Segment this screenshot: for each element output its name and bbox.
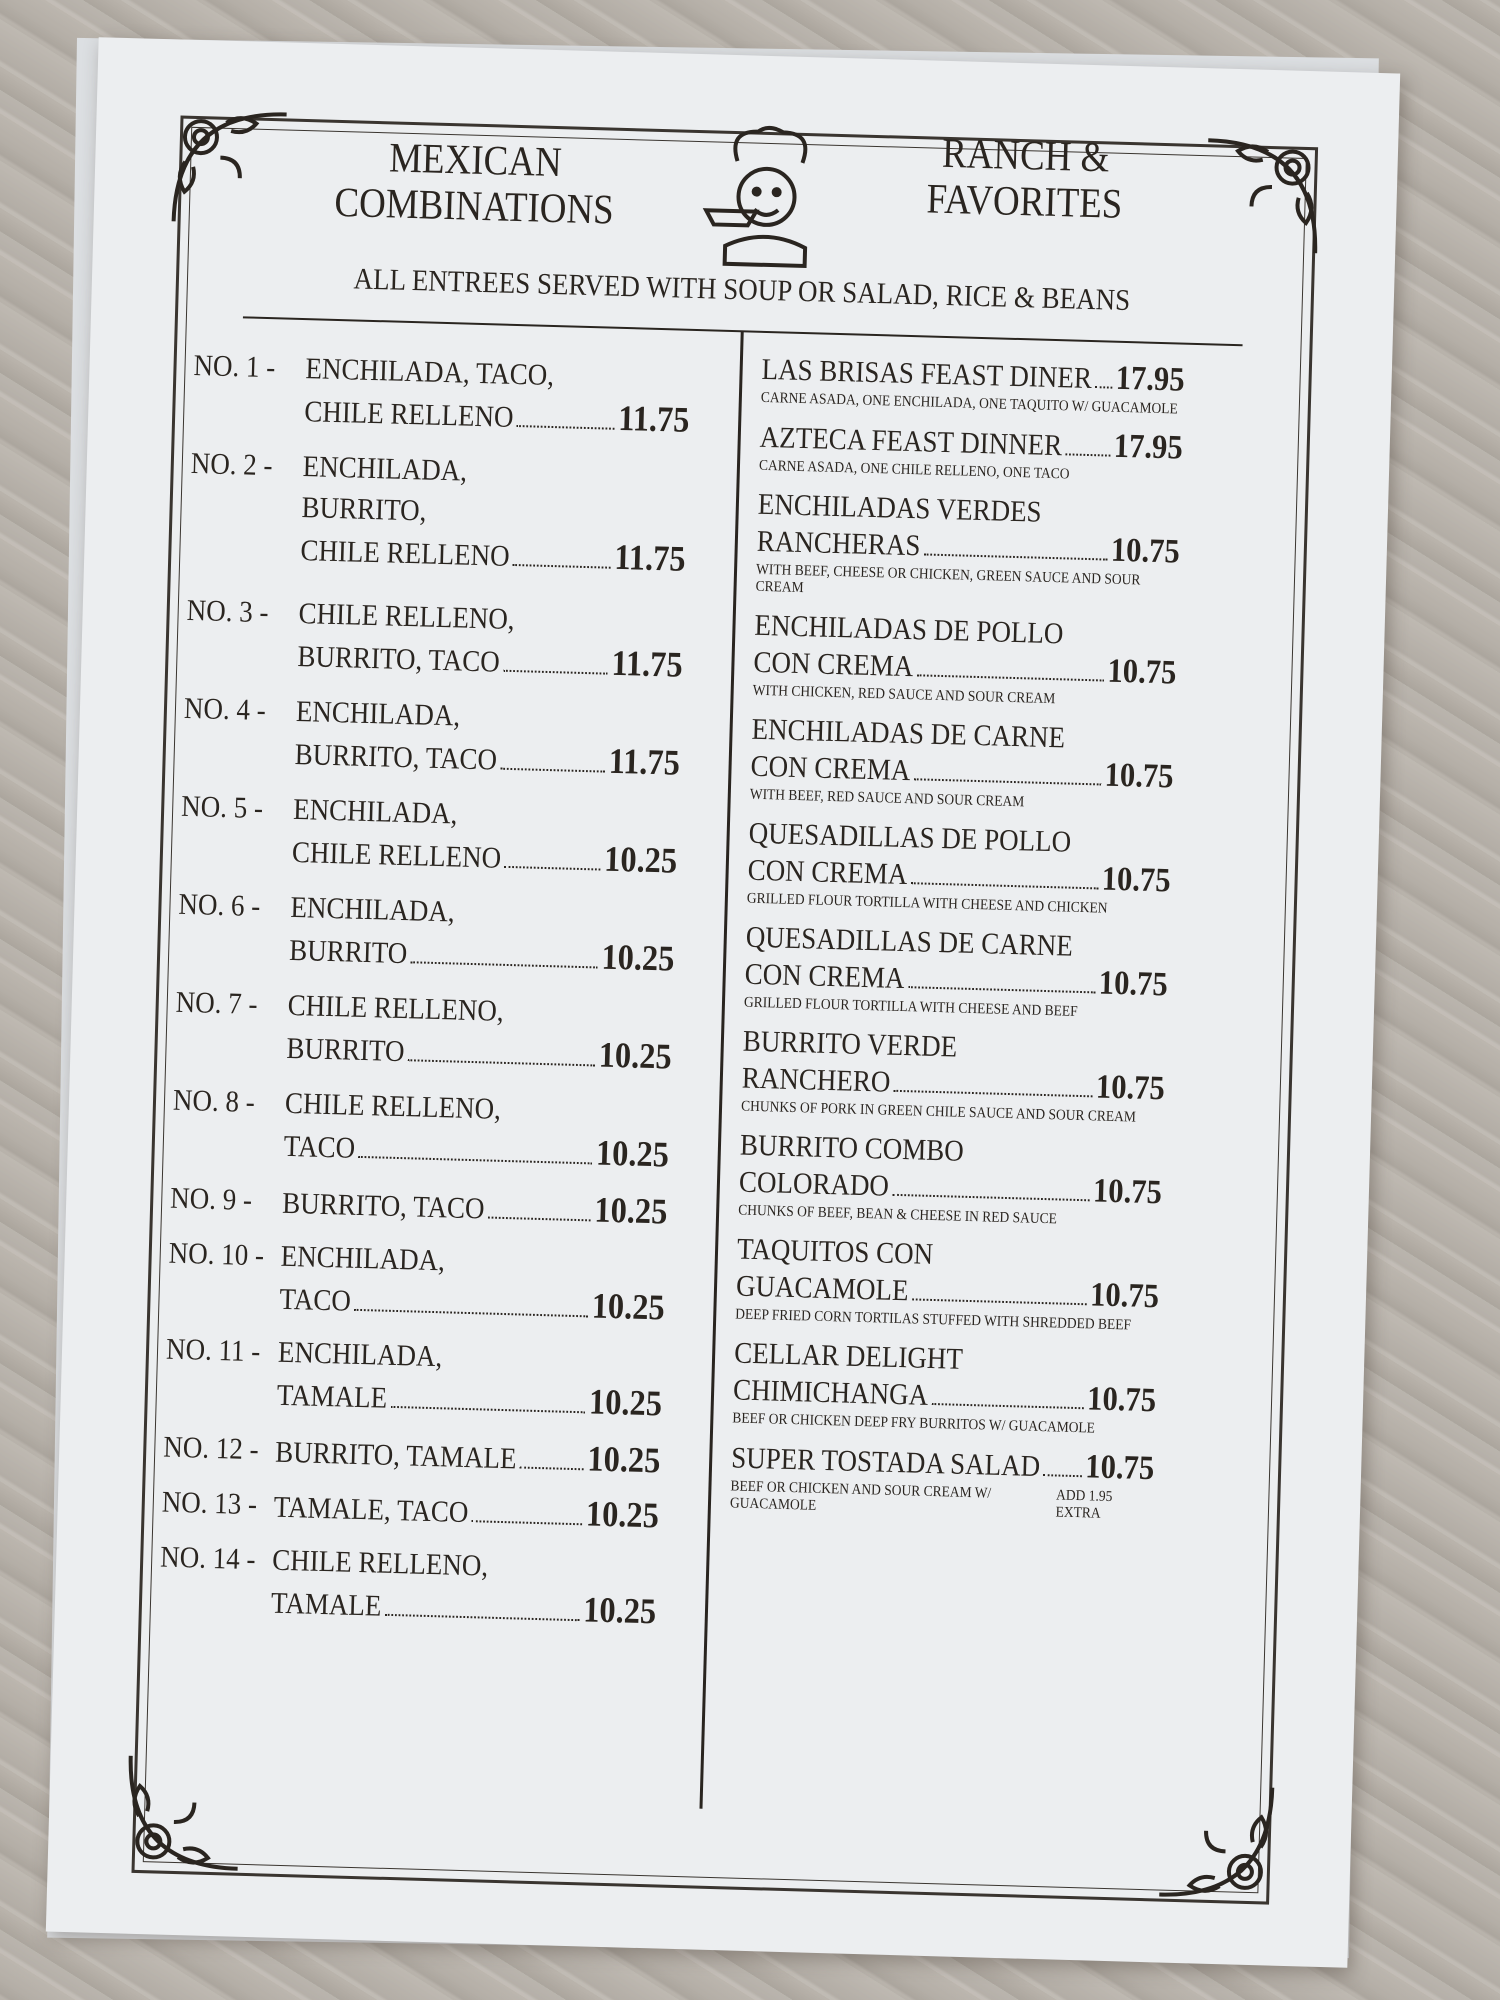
combo-text: CHILE RELLENO: [291, 835, 502, 875]
favorite-text: CHIMICHANGA: [732, 1373, 929, 1412]
favorite-item: [732, 1335, 1204, 1440]
section-title-mexican-combinations: [324, 134, 626, 234]
favorite-item: [759, 419, 1230, 488]
favorite-name: [733, 1335, 1158, 1420]
dot-leader: [408, 1059, 595, 1066]
combo-number: NO. 2 -: [190, 446, 274, 483]
favorite-text: LAS BRISAS FEAST DINER: [761, 352, 1093, 396]
favorite-description: BEEF OR CHICKEN AND SOUR CREAM W/ GUACAMOLE: [729, 1478, 992, 1514]
combo-price: 10.25: [582, 1589, 657, 1632]
combo-item: [192, 345, 734, 444]
combo-text: ENCHILADA,: [295, 694, 461, 733]
combo-text: CHILE RELLENO,: [284, 1086, 502, 1126]
combo-text: CHILE RELLENO: [299, 534, 511, 573]
extra-charge: ADD 1.95 EXTRA: [1055, 1487, 1113, 1522]
combo-description: [300, 446, 689, 582]
dot-leader: [503, 670, 608, 675]
favorite-price: 10.75: [1104, 756, 1174, 796]
combo-text: CHILE RELLENO,: [287, 988, 505, 1028]
combo-text: ENCHILADA,: [302, 450, 468, 488]
favorite-text: RANCHERAS: [756, 524, 921, 563]
combo-description: [283, 1083, 670, 1178]
combo-number: NO. 9 -: [169, 1181, 253, 1217]
favorite-item: [730, 1439, 1202, 1525]
favorite-name: [736, 1231, 1161, 1316]
favorite-text: RANCHERO: [741, 1061, 891, 1099]
combo-text: ENCHILADA, TACO,: [305, 352, 555, 393]
combo-item: [161, 1482, 702, 1540]
combo-number: NO. 1 -: [193, 348, 276, 385]
combo-price: 10.25: [598, 1034, 673, 1077]
combo-text: CHILE RELLENO,: [271, 1543, 489, 1583]
combo-text: TAMALE: [276, 1378, 388, 1415]
combo-description: [279, 1236, 666, 1331]
favorite-item: [735, 1231, 1207, 1336]
section-title-ranch-favorites: [892, 129, 1158, 228]
favorite-text: ENCHILADAS VERDES: [757, 487, 1043, 529]
dot-leader: [411, 961, 598, 968]
dot-leader: [1095, 386, 1112, 388]
combo-text: BURRITO,: [301, 491, 427, 528]
combo-item: [170, 1178, 711, 1236]
favorite-text: QUESADILLAS DE CARNE: [745, 920, 1074, 963]
favorites-list: [729, 351, 1232, 1538]
combo-description: [304, 348, 691, 443]
combo-price: 11.75: [608, 740, 681, 783]
combo-number: NO. 13 -: [161, 1485, 258, 1522]
dot-leader: [1043, 1474, 1081, 1477]
combo-item: [182, 688, 724, 787]
combo-item: [179, 786, 721, 885]
combo-number: NO. 11 -: [165, 1332, 261, 1369]
combo-line: [282, 1181, 668, 1235]
combo-text: CHILE RELLENO: [303, 395, 514, 434]
dot-leader: [390, 1406, 585, 1413]
menu-page: [46, 37, 1400, 1968]
dot-leader: [488, 1217, 591, 1222]
title-line: COMBINATIONS: [333, 179, 615, 234]
ornament-corner-icon: [1149, 1774, 1283, 1908]
chef-logo-icon: [684, 120, 848, 274]
combo-description: [297, 593, 684, 688]
ornament-corner-icon: [1195, 130, 1329, 264]
combo-number: NO. 12 -: [162, 1430, 260, 1467]
favorite-item: [741, 1024, 1213, 1129]
favorite-text: AZTECA FEAST DINNER: [759, 420, 1063, 463]
combo-description: [273, 1485, 659, 1539]
combo-price: 10.25: [588, 1381, 663, 1424]
combo-text: BURRITO: [288, 933, 408, 971]
favorite-name: [741, 1024, 1166, 1109]
favorite-text: BURRITO COMBO: [739, 1128, 965, 1168]
combo-text: BURRITO, TAMALE: [274, 1435, 517, 1476]
favorite-description: GRILLED FLOUR TORTILLA WITH CHEESE AND BEEF: [743, 994, 1078, 1020]
dot-leader: [931, 1403, 1083, 1409]
combo-text: TAMALE: [270, 1586, 382, 1623]
combo-price: 11.75: [613, 536, 687, 579]
combo-text: ENCHILADA,: [277, 1335, 443, 1374]
combo-number: NO. 3 -: [186, 593, 269, 630]
combo-text: TACO: [283, 1129, 356, 1165]
combo-line: [275, 1430, 661, 1484]
dot-leader: [385, 1614, 580, 1621]
dot-leader: [917, 674, 1104, 681]
combo-price: 10.25: [595, 1132, 670, 1175]
combo-price: 10.25: [586, 1438, 661, 1481]
combo-number: NO. 5 -: [180, 789, 264, 826]
favorite-text: ENCHILADAS DE CARNE: [751, 712, 1066, 755]
combo-text: CHILE RELLENO,: [298, 597, 516, 637]
favorite-price: 10.75: [1107, 652, 1177, 692]
combo-description: [289, 887, 676, 982]
favorite-description: WITH BEEF, CHEESE OR CHICKEN, GREEN SAUCE AND SOUR CREAM: [755, 561, 1141, 597]
favorite-price: 10.75: [1089, 1276, 1160, 1316]
title-line: MEXICAN: [388, 135, 563, 187]
subtitle: ALL ENTREES SERVED WITH SOUP OR SALAD, RICE & BEANS: [353, 262, 1131, 318]
favorite-text: CON CREMA: [753, 645, 914, 684]
ornament-corner-icon: [117, 1745, 251, 1879]
combo-item: [177, 884, 719, 983]
combo-description: [270, 1540, 657, 1635]
combo-text: TACO: [279, 1282, 352, 1318]
combo-text: BURRITO, TACO: [297, 639, 501, 679]
combo-line: [273, 1485, 659, 1539]
favorite-name: [738, 1128, 1163, 1213]
favorite-price: 10.75: [1110, 531, 1181, 571]
combo-item: [174, 982, 716, 1081]
favorite-description: BEEF OR CHICKEN DEEP FRY BURRITOS W/ GUACAMOLE: [732, 1410, 1096, 1437]
favorite-price: 17.95: [1115, 359, 1186, 399]
favorite-item: [755, 487, 1228, 609]
dot-leader: [914, 778, 1101, 785]
ornament-corner-icon: [163, 101, 297, 235]
favorite-item: [761, 351, 1232, 420]
favorite-text: ENCHILADAS DE POLLO: [754, 608, 1064, 651]
dot-leader: [894, 1090, 1092, 1098]
favorite-text: COLORADO: [738, 1165, 890, 1203]
dot-leader: [924, 553, 1107, 560]
combo-price: 11.75: [617, 397, 691, 440]
dot-leader: [892, 1194, 1089, 1201]
combo-description: [275, 1430, 661, 1484]
favorite-price: 10.75: [1101, 860, 1172, 900]
combo-price: 10.25: [593, 1189, 668, 1232]
favorite-text: CON CREMA: [750, 749, 911, 788]
favorite-item: [752, 608, 1224, 713]
favorite-name: [753, 608, 1178, 693]
favorite-name: [744, 920, 1169, 1005]
combo-number: NO. 14 -: [159, 1540, 256, 1577]
combo-text: ENCHILADA,: [280, 1239, 446, 1278]
dot-leader: [908, 986, 1095, 993]
favorite-text: GUACAMOLE: [735, 1269, 909, 1308]
combo-price: 10.25: [603, 838, 678, 881]
combo-item: [167, 1233, 709, 1332]
favorite-description: WITH BEEF, RED SAUCE AND SOUR CREAM: [749, 786, 1025, 811]
combo-item: [163, 1427, 704, 1485]
combo-number: NO. 8 -: [172, 1083, 256, 1119]
combo-description: [286, 985, 673, 1080]
combo-description: [294, 691, 681, 786]
combo-number: NO. 10 -: [168, 1236, 265, 1273]
title-line: FAVORITES: [925, 176, 1123, 228]
combo-text: BURRITO, TACO: [281, 1186, 485, 1226]
combo-item: [171, 1080, 713, 1179]
favorite-price: 10.75: [1086, 1380, 1157, 1420]
favorite-name: [747, 816, 1172, 901]
dot-leader: [1066, 453, 1110, 456]
dot-leader: [912, 1298, 1086, 1305]
dot-leader: [520, 1467, 584, 1471]
favorite-text: CON CREMA: [747, 853, 908, 892]
dot-leader: [911, 882, 1098, 889]
combo-item: [185, 590, 727, 689]
combo-price: 10.25: [591, 1285, 666, 1328]
dot-leader: [504, 866, 600, 871]
favorite-description: DEEP FRIED CORN TORTILAS STUFFED WITH SHREDDED BEEF: [735, 1306, 1132, 1334]
combo-description: [282, 1181, 668, 1235]
dot-leader: [513, 564, 611, 569]
favorite-price: 10.75: [1084, 1448, 1155, 1488]
favorite-price: 10.75: [1095, 1068, 1166, 1108]
favorite-price: 17.95: [1113, 427, 1184, 467]
combo-price: 10.25: [600, 936, 675, 979]
combo-number: NO. 4 -: [183, 691, 267, 728]
favorite-description: CARNE ASADA, ONE ENCHILADA, ONE TAQUITO W/ GUACAMOLE: [760, 389, 1178, 418]
favorite-price: 10.75: [1098, 964, 1169, 1004]
combo-text: BURRITO: [286, 1031, 405, 1069]
combo-description: [291, 789, 678, 884]
dot-leader: [472, 1520, 582, 1525]
dot-leader: [358, 1156, 592, 1165]
favorite-item: [744, 920, 1216, 1025]
combo-number: NO. 7 -: [175, 985, 258, 1021]
dot-leader: [354, 1309, 588, 1318]
favorite-text: SUPER TOSTADA SALAD: [730, 1441, 1041, 1484]
combinations-list: [159, 345, 734, 1636]
title-line: RANCH &: [941, 130, 1111, 182]
dot-leader: [500, 768, 605, 773]
favorite-description: WITH CHICKEN, RED SAUCE AND SOUR CREAM: [752, 682, 1056, 708]
combo-number: NO. 6 -: [178, 887, 261, 924]
combo-item: [159, 1537, 701, 1636]
combo-item: [188, 443, 731, 583]
favorite-item: [750, 712, 1222, 817]
favorite-description: CARNE ASADA, ONE CHILE RELLENO, ONE TACO: [758, 457, 1070, 483]
favorite-name: [750, 712, 1175, 797]
combo-text: BURRITO, TACO: [294, 737, 498, 777]
combo-text: TAMALE, TACO: [273, 1490, 469, 1530]
favorite-text: TAQUITOS CON: [736, 1232, 934, 1271]
favorite-description: CHUNKS OF PORK IN GREEN CHILE SAUCE AND SOUR CREAM: [740, 1098, 1137, 1126]
favorite-text: BURRITO VERDE: [742, 1024, 958, 1064]
favorite-text: QUESADILLAS DE POLLO: [748, 816, 1072, 859]
combo-description: [276, 1332, 663, 1427]
favorite-price: 10.75: [1092, 1172, 1163, 1212]
combo-price: 11.75: [610, 642, 684, 685]
dot-leader: [517, 425, 615, 430]
favorite-description: CHUNKS OF BEEF, BEAN & CHEESE IN RED SAUCE: [737, 1202, 1058, 1228]
favorite-name: [756, 487, 1181, 572]
combo-item: [164, 1329, 706, 1428]
favorite-item: [738, 1128, 1210, 1233]
combo-text: ENCHILADA,: [292, 792, 458, 831]
favorite-text: CON CREMA: [744, 957, 905, 996]
combo-text: ENCHILADA,: [290, 890, 456, 929]
combo-price: 10.25: [585, 1493, 660, 1536]
favorite-text: CELLAR DELIGHT: [733, 1336, 964, 1376]
favorite-item: [747, 816, 1219, 921]
favorite-description: GRILLED FLOUR TORTILLA WITH CHEESE AND CHICKEN: [746, 890, 1108, 917]
